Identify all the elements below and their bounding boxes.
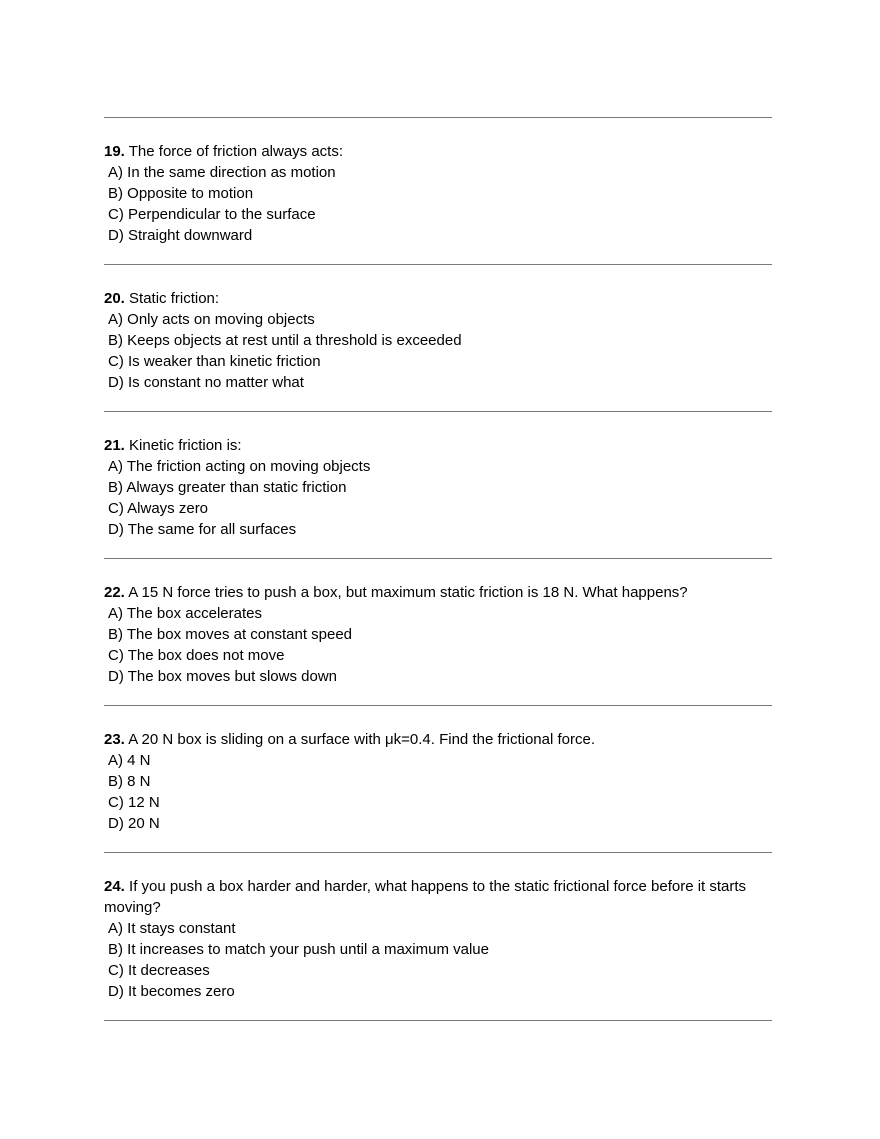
option-text: B) 8 N: [108, 773, 151, 790]
divider-line: [104, 852, 772, 853]
question-body: [104, 876, 772, 1002]
question-body: [104, 141, 772, 246]
divider-line: [104, 1020, 772, 1021]
question-prompt: Kinetic friction is:: [129, 437, 242, 454]
question-prompt: Static friction:: [129, 290, 220, 307]
question-body: [104, 288, 772, 393]
question-block: [104, 117, 772, 246]
divider-line: [104, 558, 772, 559]
question-prompt: The force of friction always acts:: [128, 143, 344, 160]
options: [104, 918, 772, 1002]
divider-line: [104, 705, 772, 706]
divider-line: [104, 117, 772, 118]
option-text: D) It becomes zero: [108, 983, 235, 1000]
question-number: 23.: [104, 731, 125, 748]
option-text: B) The box moves at constant speed: [108, 626, 353, 643]
option-text: D) Straight downward: [108, 227, 253, 244]
option-text: D) The same for all surfaces: [108, 521, 297, 538]
question-prompt: A 20 N box is sliding on a surface with μk=0.4. Find the frictional force.: [128, 731, 595, 748]
divider-line: [104, 411, 772, 412]
question-block: [104, 558, 772, 687]
question-number: 21.: [104, 437, 125, 454]
option-text: B) Opposite to motion: [108, 185, 254, 202]
option-text: B) Always greater than static friction: [108, 479, 347, 496]
option-text: A) Only acts on moving objects: [108, 311, 315, 328]
option-text: D) 20 N: [108, 815, 160, 832]
options: [104, 750, 772, 834]
options: [104, 309, 772, 393]
question-line: [104, 435, 772, 456]
question-line: [104, 876, 772, 918]
question-prompt: If you push a box harder and harder, what happens to the static frictional force before it starts moving?: [104, 878, 747, 916]
question-line: [104, 288, 772, 309]
option-text: A) In the same direction as motion: [108, 164, 336, 181]
option-text: A) 4 N: [108, 752, 151, 769]
question-body: [104, 435, 772, 540]
question-number: 22.: [104, 584, 125, 601]
question-list: [104, 117, 772, 1002]
option-text: D) Is constant no matter what: [108, 374, 304, 391]
question-block: [104, 264, 772, 393]
option-text: C) It decreases: [108, 962, 210, 979]
option-text: D) The box moves but slows down: [108, 668, 337, 685]
option-text: C) The box does not move: [108, 647, 285, 664]
divider-line: [104, 264, 772, 265]
options: [104, 456, 772, 540]
option-text: B) It increases to match your push until a maximum value: [108, 941, 489, 958]
question-block: [104, 852, 772, 1002]
question-line: [104, 141, 772, 162]
question-block: [104, 705, 772, 834]
option-text: C) Is weaker than kinetic friction: [108, 353, 321, 370]
option-text: A) The box accelerates: [108, 605, 262, 622]
option-text: A) The friction acting on moving objects: [108, 458, 371, 475]
option-text: C) 12 N: [108, 794, 160, 811]
question-number: 24.: [104, 878, 125, 895]
question-line: [104, 729, 772, 750]
question-prompt: A 15 N force tries to push a box, but maximum static friction is 18 N. What happens?: [128, 584, 688, 601]
question-body: [104, 729, 772, 834]
question-number: 20.: [104, 290, 125, 307]
question-number: 19.: [104, 143, 125, 160]
question-body: [104, 582, 772, 687]
option-text: B) Keeps objects at rest until a threshold is exceeded: [108, 332, 462, 349]
option-text: C) Perpendicular to the surface: [108, 206, 316, 223]
question-line: [104, 582, 772, 603]
option-text: A) It stays constant: [108, 920, 236, 937]
options: [104, 162, 772, 246]
question-block: [104, 411, 772, 540]
option-text: C) Always zero: [108, 500, 209, 517]
options: [104, 603, 772, 687]
